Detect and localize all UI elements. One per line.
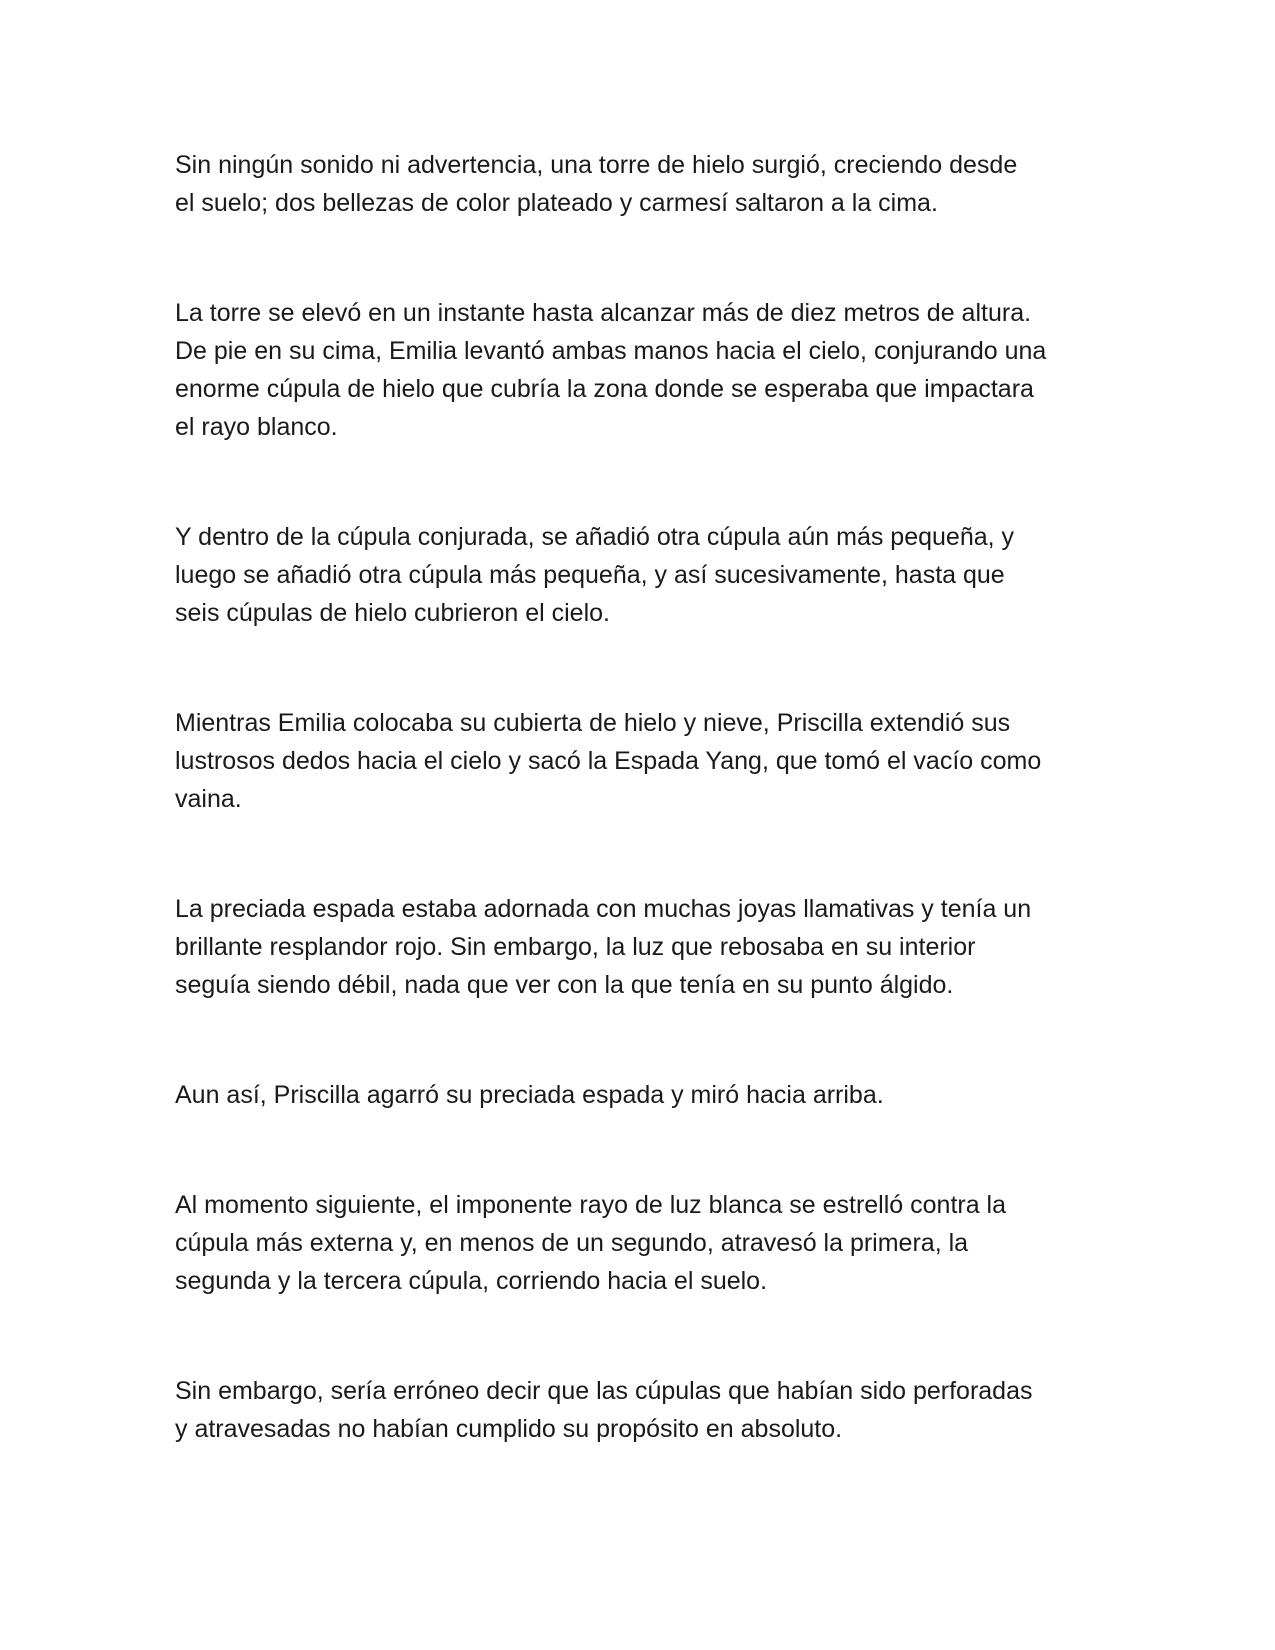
paragraph-5: La preciada espada estaba adornada con muchas joyas llamativas y tenía un brillante resplandor rojo. Sin embargo, la luz que rebosaba en su interior seguía siendo débil, nada que ver con la que tenía en su punto álgido. (175, 895, 1032, 999)
body-text (175, 146, 1105, 1448)
paragraph-1: Sin ningún sonido ni advertencia, una torre de hielo surgió, creciendo desde el suelo; dos bellezas de color plateado y carmesí saltaron a la cima. (175, 151, 1018, 217)
paragraph-4: Mientras Emilia colocaba su cubierta de hielo y nieve, Priscilla extendió sus lustrosos dedos hacia el cielo y sacó la Espada Yang, que tomó el vacío como vaina. (175, 709, 1042, 813)
paragraph-2: La torre se elevó en un instante hasta alcanzar más de diez metros de altura. De pie en su cima, Emilia levantó ambas manos hacia el cielo, conjurando una enorme cúpula de hielo que cubría la zona donde se esperaba que impactara el rayo blanco. (175, 299, 1047, 441)
paragraph-7: Al momento siguiente, el imponente rayo de luz blanca se estrelló contra la cúpula más externa y, en menos de un segundo, atravesó la primera, la segunda y la tercera cúpula, corriendo hacia el suelo. (175, 1191, 1007, 1295)
paragraph-3: Y dentro de la cúpula conjurada, se añadió otra cúpula aún más pequeña, y luego se añadió otra cúpula más pequeña, y así sucesivamente, hasta que seis cúpulas de hielo cubrieron el cielo. (175, 523, 1015, 627)
paragraph-6: Aun así, Priscilla agarró su preciada espada y miró hacia arriba. (175, 1081, 884, 1109)
paragraph-8: Sin embargo, sería erróneo decir que las cúpulas que habían sido perforadas y atravesadas no habían cumplido su propósito en absoluto. (175, 1377, 1033, 1443)
